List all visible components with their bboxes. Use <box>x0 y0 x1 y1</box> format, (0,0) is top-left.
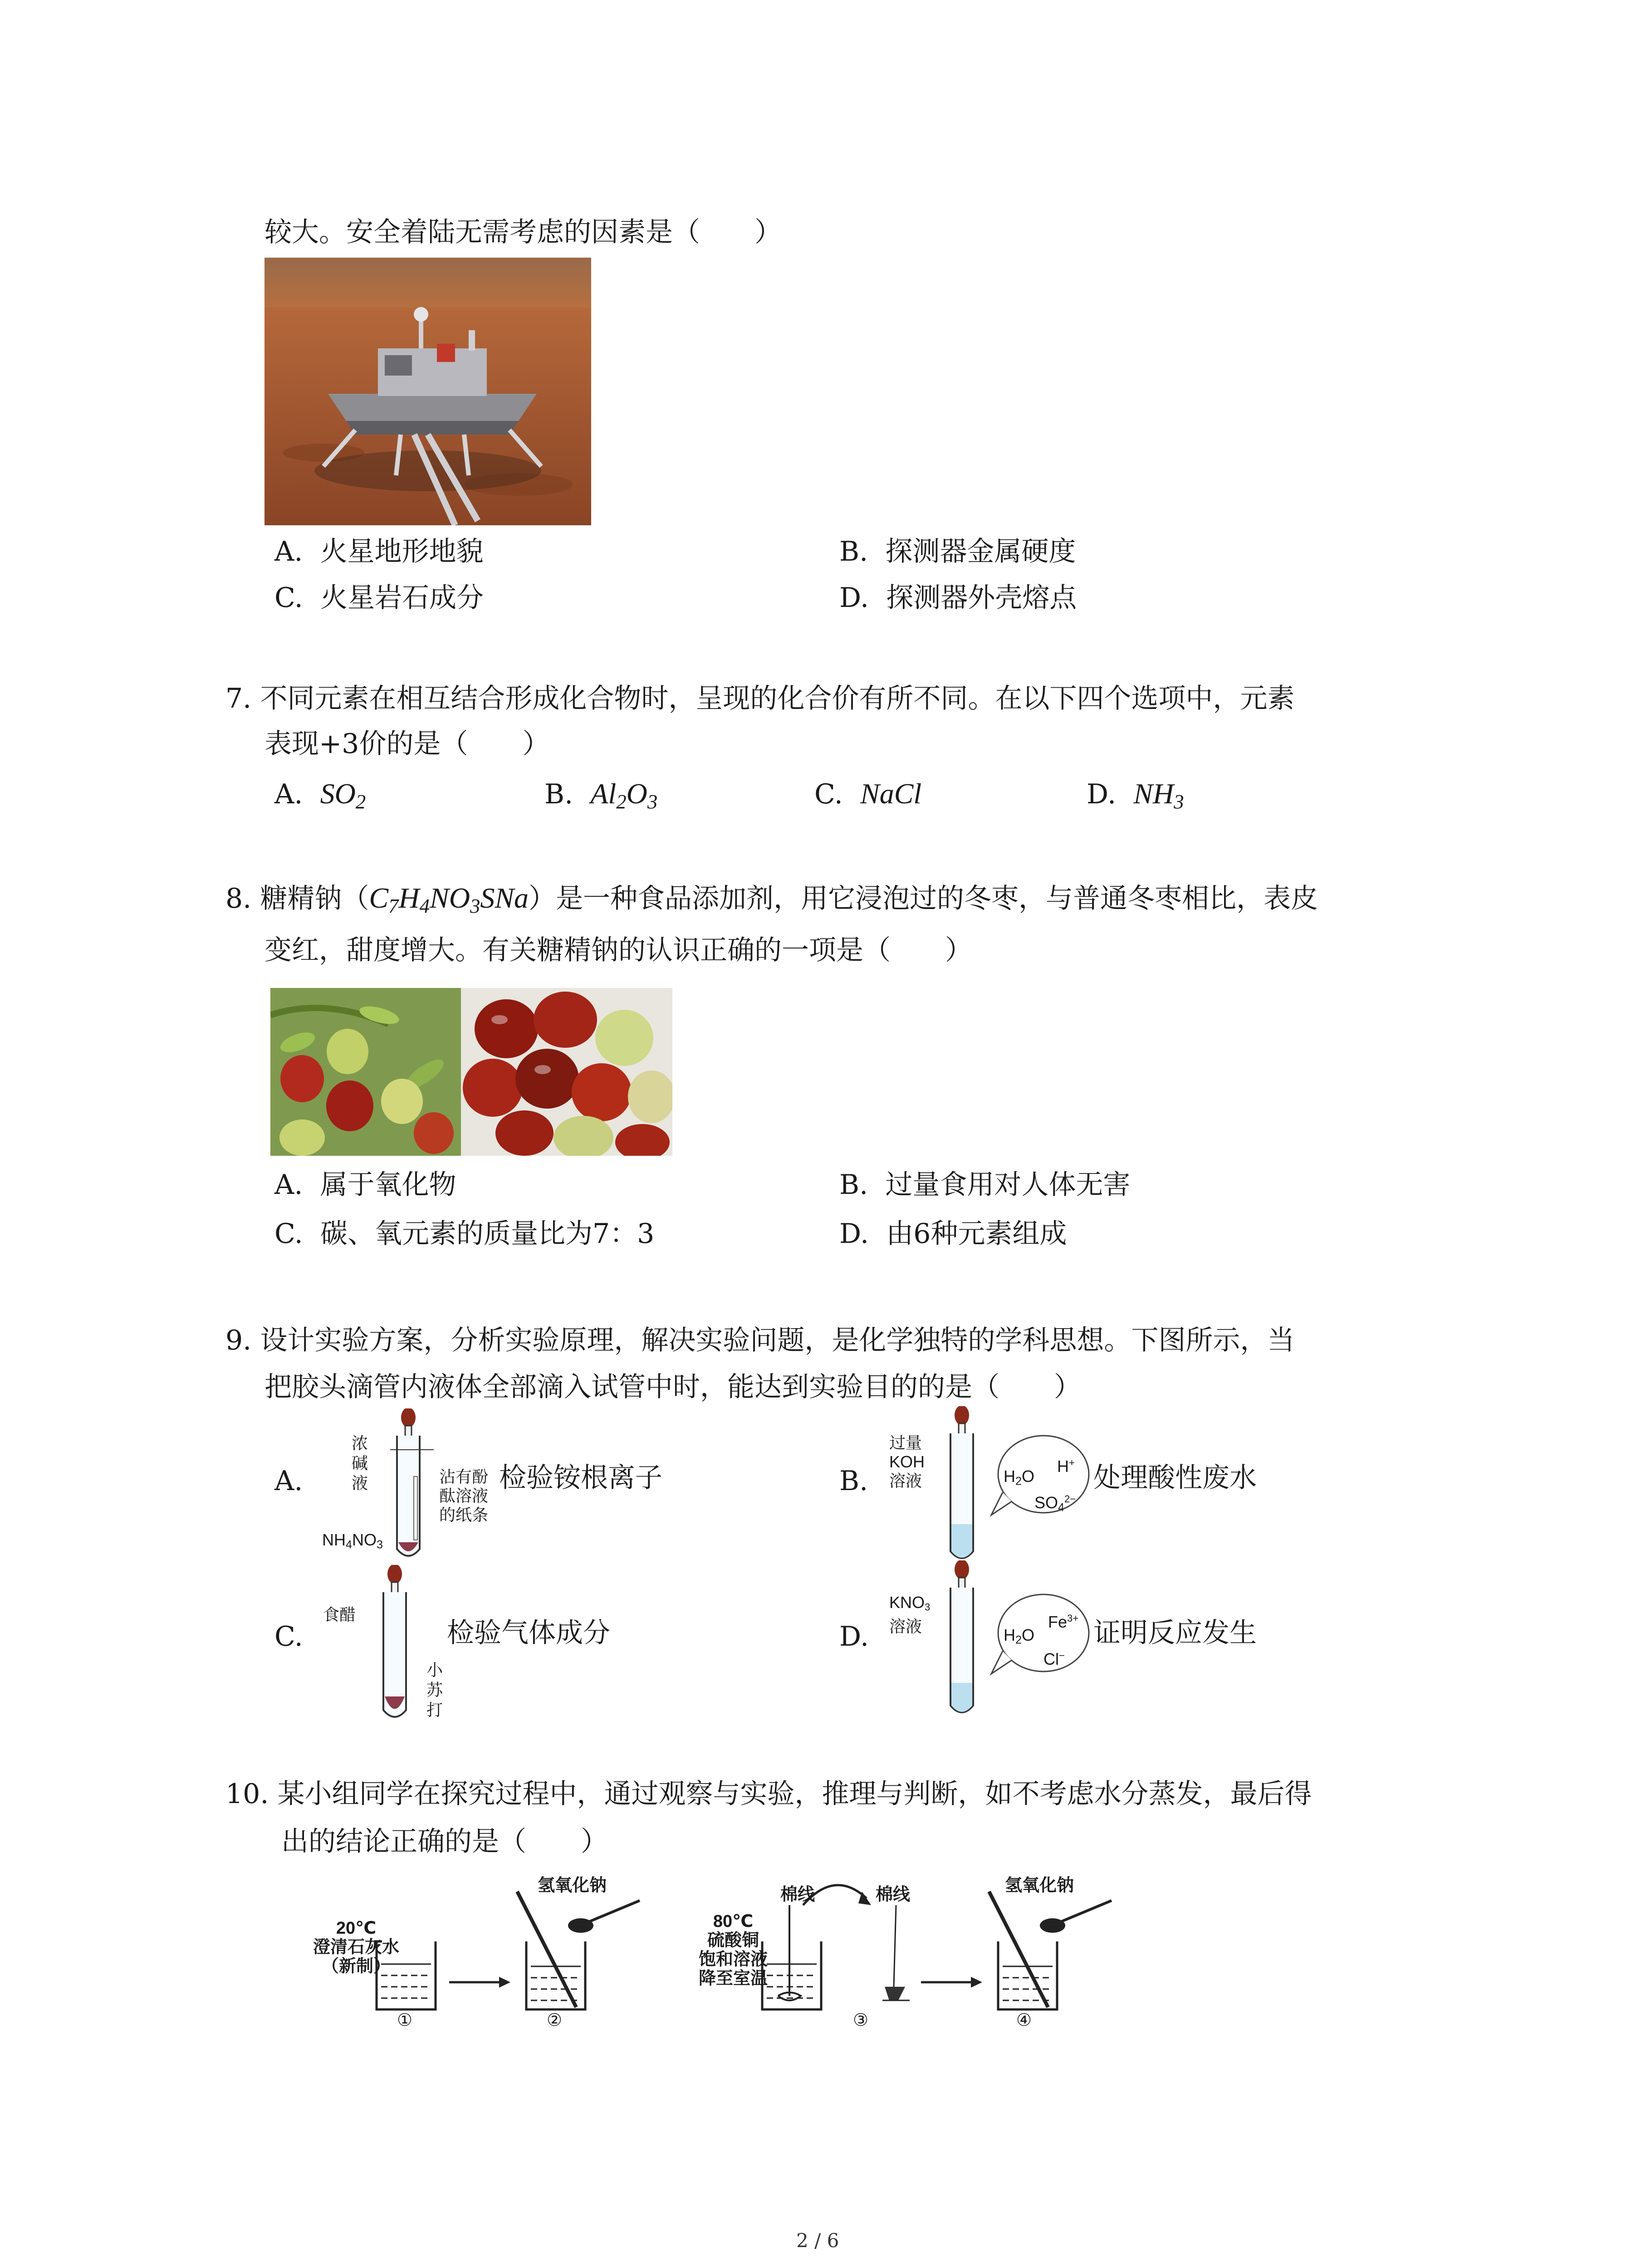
q10-step-2: ② <box>547 2011 563 2030</box>
q9-c-dropper-label: 食醋 <box>323 1605 356 1624</box>
q9-option-d-letter: D. <box>839 1621 869 1652</box>
q8-option-a: A. 属于氧化物 <box>274 1169 456 1201</box>
q9-c-goal: 检验气体成分 <box>447 1617 610 1649</box>
q9-stem-line1: 9. 设计实验方案，分析实验原理，解决实验问题，是化学独特的学科思想。下图所示，当 <box>225 1325 1295 1356</box>
q6-option-c: C. 火星岩石成分 <box>274 582 484 614</box>
q9-c-solid-label: 小 苏 打 <box>426 1661 443 1719</box>
q10-naoh-label-1: 氢氧化钠 <box>538 1876 607 1895</box>
q10-stem-line1: 10. 某小组同学在探究过程中，通过观察与实验，推理与判断，如不考虑水分蒸发，最后得 <box>225 1778 1312 1810</box>
q9-stem-line2: 把胶头滴管内液体全部滴入试管中时，能达到实验目的的是（ ） <box>265 1371 1081 1403</box>
q9-d-ion-fe: $Fe^{3+}$ <box>1048 1613 1079 1631</box>
q7-stem-line1: 7. 不同元素在相互结合形成化合物时，呈现的化合价有所不同。在以下四个选项中，元素 <box>225 683 1295 714</box>
q9-a-pointer-line <box>390 1449 434 1450</box>
q9-d-goal: 证明反应发生 <box>1093 1617 1257 1649</box>
q8-option-d: D. 由6种元素组成 <box>839 1218 1067 1250</box>
q9-a-paper-label: 沾有酚 酞溶液 的纸条 <box>439 1467 489 1524</box>
q8-stem-line1: 8. 糖精钠$(C_7H_4NO_3SNa)$是一种食品添加剂，用它浸泡过的冬枣，与普通冬枣相比，表皮 <box>225 882 1318 918</box>
q10-beaker3-label: 80℃ 硫酸铜 饱和溶液 降至室温 <box>699 1912 768 1988</box>
q9-b-ion-h2o: $H_2O$ <box>1004 1467 1035 1488</box>
q10-naoh-label-2: 氢氧化钠 <box>1005 1876 1074 1895</box>
q6-option-b: B. 探测器金属硬度 <box>839 536 1076 567</box>
q9-a-solid-label: $NH_4NO_3$ <box>322 1530 383 1551</box>
q9-b-goal: 处理酸性废水 <box>1093 1462 1257 1494</box>
q7-stem-line2: 表现+3价的是（ ） <box>265 728 550 760</box>
q9-b-ion-so4: $SO_4^{2-}$ <box>1034 1493 1076 1514</box>
q6-option-d: D. 探测器外壳熔点 <box>839 582 1077 614</box>
mars-lander-photo <box>265 258 591 525</box>
q7-option-d: D. $NH_3$ <box>1087 777 1184 813</box>
q9-a-goal: 检验铵根离子 <box>499 1462 662 1494</box>
q8-option-b: B. 过量食用对人体无害 <box>839 1169 1131 1201</box>
q10-cotton-label-1: 棉线 <box>780 1885 815 1904</box>
jujube-photo <box>270 988 672 1156</box>
q9-option-c-letter: C. <box>274 1621 303 1652</box>
q7-option-a: A. $SO_2$ <box>274 777 366 813</box>
page-number: 2 / 6 <box>796 2229 839 2252</box>
q9-a-dropper-label: 浓 碱 液 <box>352 1434 368 1492</box>
q8-stem-line2: 变红，甜度增大。有关糖精钠的认识正确的一项是（ ） <box>265 934 972 966</box>
q10-beaker1-label: 20℃ 澄清石灰水 （新制） <box>313 1919 400 1976</box>
q9-d-ion-h2o: $H_2O$ <box>1004 1626 1035 1647</box>
q10-step-4: ④ <box>1016 2011 1032 2030</box>
q8-option-c: C. 碳、氧元素的质量比为7：3 <box>274 1218 655 1250</box>
q9-option-b-letter: B. <box>839 1465 868 1497</box>
q10-cotton-label-2: 棉线 <box>876 1885 911 1904</box>
q10-stem-line2: 出的结论正确的是（ ） <box>281 1826 608 1857</box>
q9-d-ion-cl: Cl− <box>1043 1650 1065 1668</box>
q9-option-a-letter: A. <box>274 1465 303 1497</box>
q9-b-ion-h: H+ <box>1057 1457 1075 1476</box>
q10-step-1: ① <box>397 2011 413 2030</box>
q7-option-b: B. $Al_2O_3$ <box>544 777 658 813</box>
q9-b-dropper-label: 过量 KOH 溶液 <box>889 1433 925 1490</box>
q7-option-c: C. NaCl <box>814 777 922 810</box>
q6-stem-tail: 较大。安全着陆无需考虑的因素是（ ） <box>265 216 782 248</box>
q9-c-test-tube-icon <box>363 1565 436 1728</box>
q6-option-a: A. 火星地形地貌 <box>274 536 484 567</box>
q9-d-dropper-label: $KNO_3$ 溶液 <box>889 1593 931 1636</box>
q10-step-3: ③ <box>853 2011 869 2030</box>
